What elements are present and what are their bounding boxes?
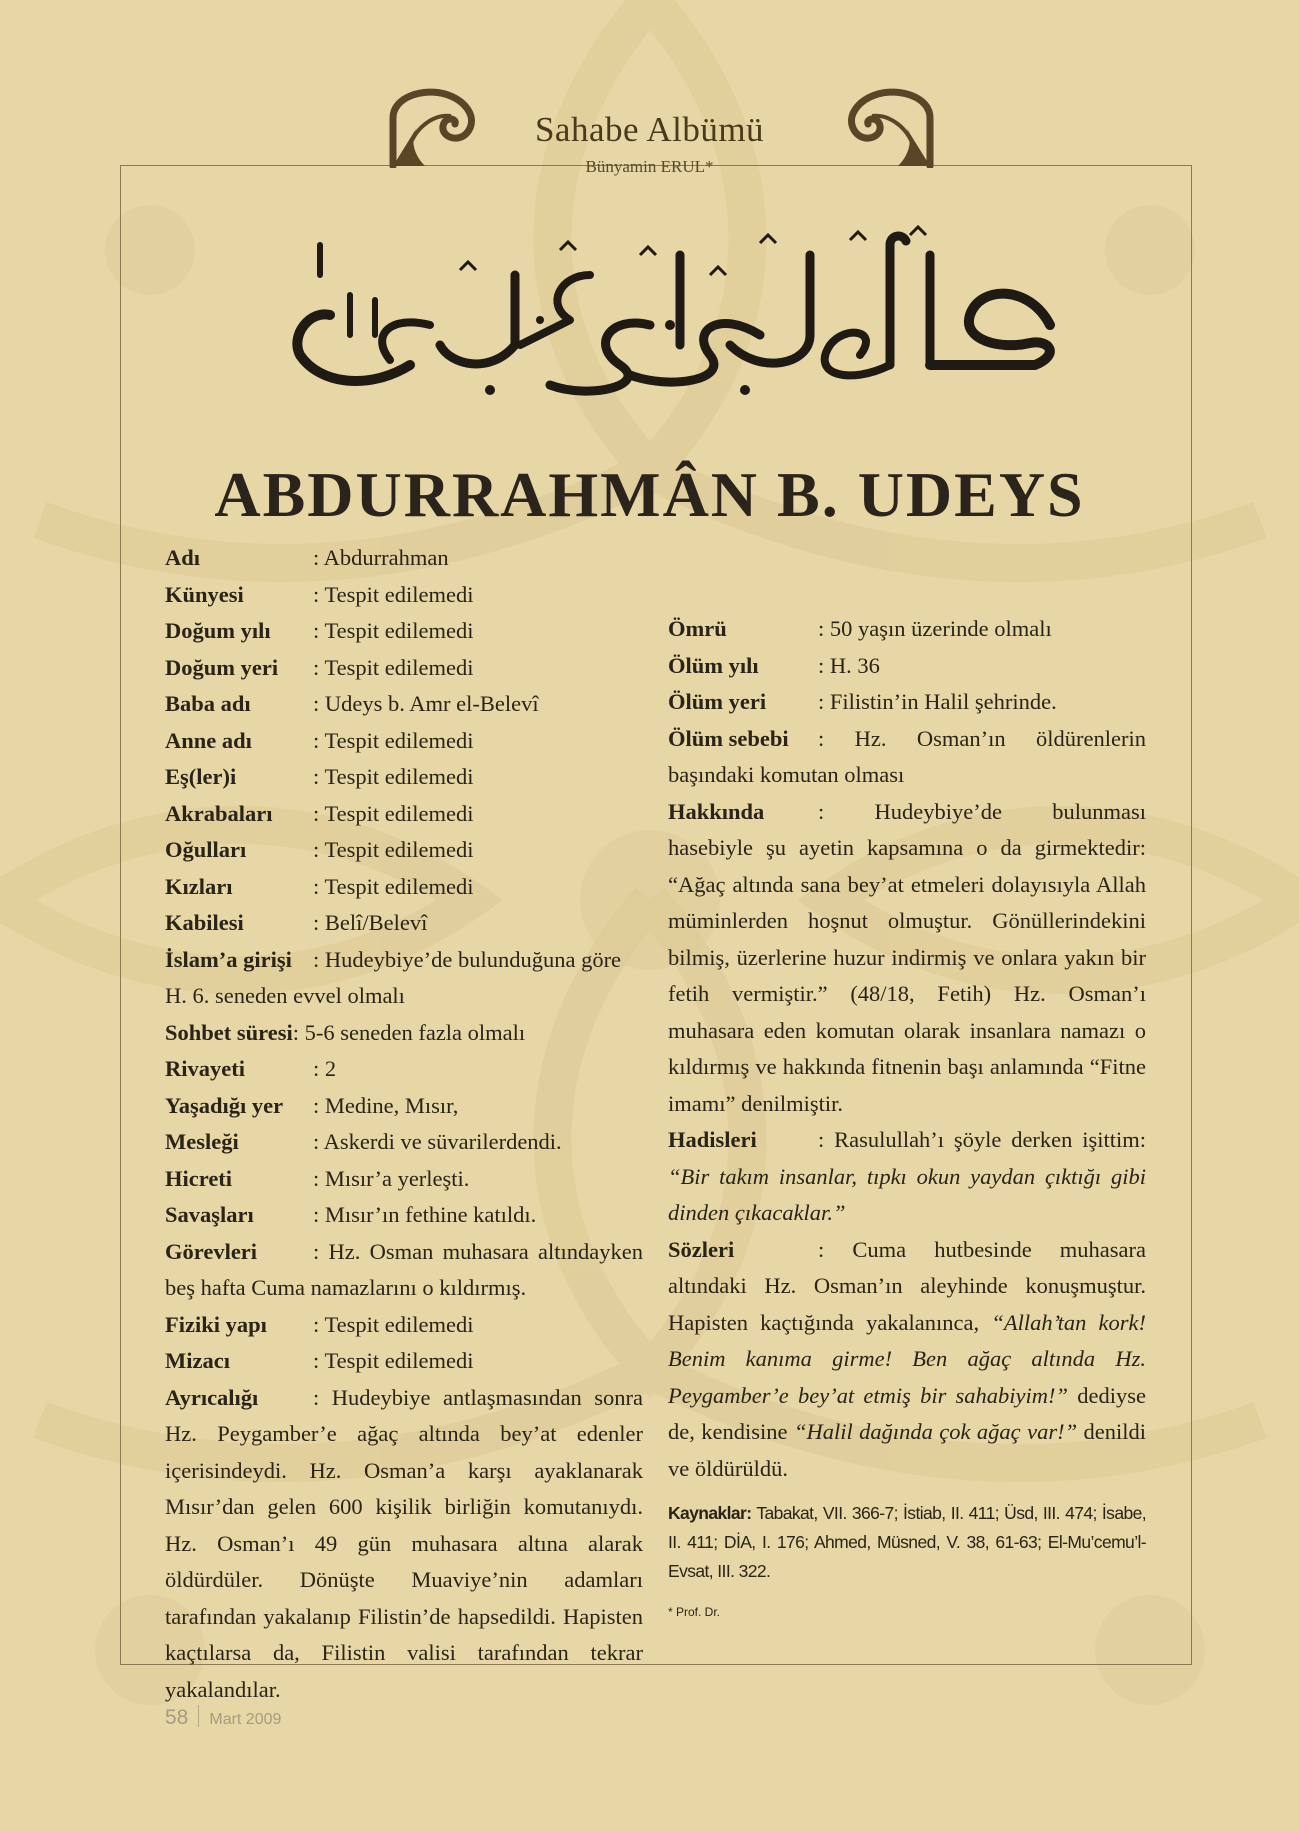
field-label: Künyesi (165, 581, 244, 607)
field-row (165, 759, 643, 796)
field-value: : Medine, Mısır, (313, 1092, 459, 1118)
field-label: İslam’a girişi (165, 946, 292, 972)
ayricaligi-field (165, 1380, 643, 1709)
field-label: Hakkında (668, 798, 765, 824)
field-row (668, 648, 1146, 685)
field-row (165, 905, 643, 942)
page-number: 58 (165, 1706, 189, 1729)
sources (668, 1499, 1146, 1586)
field-value: : 2 (313, 1056, 337, 1081)
left-column (165, 540, 643, 1708)
field-label: Ölüm sebebi (668, 725, 789, 751)
hadis-quote: “Bir takım insanlar, tıpkı okun yaydan çıktığı gibi dinden çıkacaklar.” (668, 1163, 1146, 1225)
sozleri-field (668, 1232, 1146, 1488)
field-row (165, 1307, 643, 1344)
field-label: Rivayeti (165, 1056, 245, 1081)
field-row (165, 832, 643, 869)
issue-date: Mart 2009 (209, 1711, 282, 1728)
field-label: Kızları (165, 873, 233, 899)
field-value: : Udeys b. Amr el-Belevî (313, 691, 539, 716)
field-value: : Hz. Osman’ın öldürenlerin başındaki komutan olması (668, 725, 1146, 787)
field-value: : Tespit edilemedi (313, 581, 474, 607)
field-label: Kabilesi (165, 910, 244, 935)
field-label: Görevleri (165, 1238, 258, 1264)
field-row (165, 1051, 643, 1088)
sources-label: Kaynaklar: (668, 1503, 752, 1523)
field-label: Doğum yılı (165, 618, 271, 643)
field-row (165, 650, 643, 687)
arabic-calligraphy (290, 215, 1070, 415)
field-row (165, 723, 643, 760)
footnote: * Prof. Dr. (668, 1605, 721, 1619)
field-value: : 50 yaşın üzerinde olmalı (818, 616, 1052, 641)
field-value-3: denildi ve öldürüldü. (668, 1419, 1147, 1481)
field-value: : Tespit edilemedi (313, 764, 474, 789)
field-row (165, 1161, 643, 1198)
field-label: Sohbet süresi (165, 1019, 293, 1045)
field-value: : Tespit edilemedi (313, 873, 474, 899)
field-value: : Rasulullah’ı şöyle derken işittim: (818, 1127, 1146, 1152)
quote-2: “Halil dağında çok ağaç var!” (793, 1419, 1078, 1444)
field-label: Baba adı (165, 691, 251, 716)
field-label: Ömrü (668, 616, 727, 641)
field-label: Mizacı (165, 1348, 230, 1373)
field-row (165, 1343, 643, 1380)
field-label: Ölüm yılı (668, 652, 759, 678)
magazine-section-title: Sahabe Albümü (534, 110, 765, 149)
hadisleri-field (668, 1122, 1146, 1232)
field-label: Eş(ler)i (165, 764, 237, 789)
main-title: ABDURRAHMÂN B. UDEYS (214, 459, 1085, 530)
field-value: : H. 36 (818, 652, 880, 678)
field-value: : Mısır’a yerleşti. (313, 1165, 470, 1191)
field-row (165, 1197, 643, 1234)
page-footer (165, 1705, 281, 1730)
field-row (165, 1124, 643, 1161)
field-value: : Tespit edilemedi (313, 654, 474, 680)
field-value: : Tespit edilemedi (313, 837, 474, 862)
field-value-2: dediyse de, kendisine (668, 1382, 1146, 1444)
field-label: Hadisleri (668, 1127, 757, 1152)
field-label: Ayrıcalığı (165, 1384, 259, 1410)
field-row (165, 540, 643, 577)
field-row (165, 796, 643, 833)
field-label: Doğum yeri (165, 654, 279, 680)
field-label: Mesleği (165, 1129, 239, 1154)
hakkinda-field (668, 794, 1146, 1123)
field-row (165, 869, 643, 906)
field-value: : Tespit edilemedi (313, 1348, 474, 1373)
gorevleri-field (165, 1234, 643, 1307)
field-row (668, 611, 1146, 648)
field-row (165, 577, 643, 614)
field-label: Ölüm yeri (668, 689, 767, 714)
author-name: Bünyamin ERUL* (585, 157, 714, 176)
field-label: Fiziki yapı (165, 1311, 267, 1337)
olum-sebebi-field (668, 721, 1146, 794)
islam-field (165, 942, 643, 1015)
field-value: : Hudeybiye’de bulunduğuna göre (313, 946, 622, 972)
field-label: Hicreti (165, 1165, 233, 1191)
field-value: : Hudeybiye’de bulunması hasebiyle şu ayetin kapsamına o da girmektedir: “Ağaç altında sana bey’at etmeleri dolayısıyla Allah müminlerden hoşnut olmuştur. Gönüllerindekini bilmiş, üzerlerine huzur indirmiş ve onlara yakın bir fetih vermiştir.” (48/18, Fetih) Hz. Osman’ı muhasara eden komutan olarak insanlara namazı o kıldırmış ve hakkında fitnenin başı anlamında “Fitne imamı” denilmiştir. (668, 798, 1146, 1116)
field-row (165, 613, 643, 650)
field-value: : Tespit edilemedi (313, 618, 474, 643)
field-value: : Tespit edilemedi (313, 727, 474, 753)
field-value: : Abdurrahman (313, 545, 449, 570)
field-row (165, 686, 643, 723)
field-value: : Cuma hutbesinde muhasara altındaki Hz. Osman’ın aleyhinde konuşmuştur. Hapisten kaçtığında yakalanınca, (668, 1236, 1146, 1335)
field-label: Yaşadığı yer (165, 1092, 284, 1118)
field-value: : Hz. Osman muhasara altındayken beş hafta Cuma namazlarını o kıldırmış. (165, 1238, 643, 1300)
field-label: Anne adı (165, 727, 252, 753)
sources-text: Tabakat, VII. 366-7; İstiab, II. 411; Üsd, III. 474; İsabe, II. 411; DİA, I. 176; Ahmed, Müsned, V. 38, 61-63; El-Mu’cemu’l-Evsat, III. 322. (668, 1503, 1146, 1581)
field-label: Adı (165, 545, 201, 570)
field-value: : Hudeybiye antlaşmasından sonra Hz. Peygamber’e ağaç altında bey’at edenler içerisindeydi. Hz. Osman’a karşı ayaklanarak Mısır’dan gelen 600 kişilik birliğin komutanıydı. Hz. Osman’ı 49 gün muhasara altına alarak öldürdüler. Dönüşte Muaviye’nin adamları tarafından yakalanıp Filistin’de hapsedildi. Hapisten kaçtılarsa da, Filistin valisi tarafından tekrar yakalandılar. (165, 1384, 643, 1702)
field-value: : 5-6 seneden fazla olmalı (292, 1019, 526, 1045)
field-value: : Filistin’in Halil şehrinde. (818, 689, 1057, 714)
quote-1: “Allah’tan kork! Benim kanıma girme! Ben ağaç altında Hz. Peygamber’e bey’at etmiş bir sahabiyim!” (668, 1309, 1146, 1408)
field-value: : Askerdi ve süvarilerdendi. (313, 1129, 562, 1154)
field-value-continuation: H. 6. seneden evvel olmalı (165, 983, 405, 1008)
field-label: Sözleri (668, 1236, 735, 1262)
footer-divider (198, 1705, 199, 1727)
sohbet-field (165, 1015, 643, 1052)
field-value: : Tespit edilemedi (313, 1311, 474, 1337)
field-value: : Belî/Belevî (313, 910, 428, 935)
field-label: Oğulları (165, 837, 247, 862)
field-row (165, 1088, 643, 1125)
field-row (668, 684, 1146, 721)
field-value: : Tespit edilemedi (313, 800, 474, 826)
right-column (668, 611, 1146, 1631)
field-label: Akrabaları (165, 800, 273, 826)
field-label: Savaşları (165, 1202, 254, 1227)
field-value: : Mısır’ın fethine katıldı. (313, 1202, 537, 1227)
